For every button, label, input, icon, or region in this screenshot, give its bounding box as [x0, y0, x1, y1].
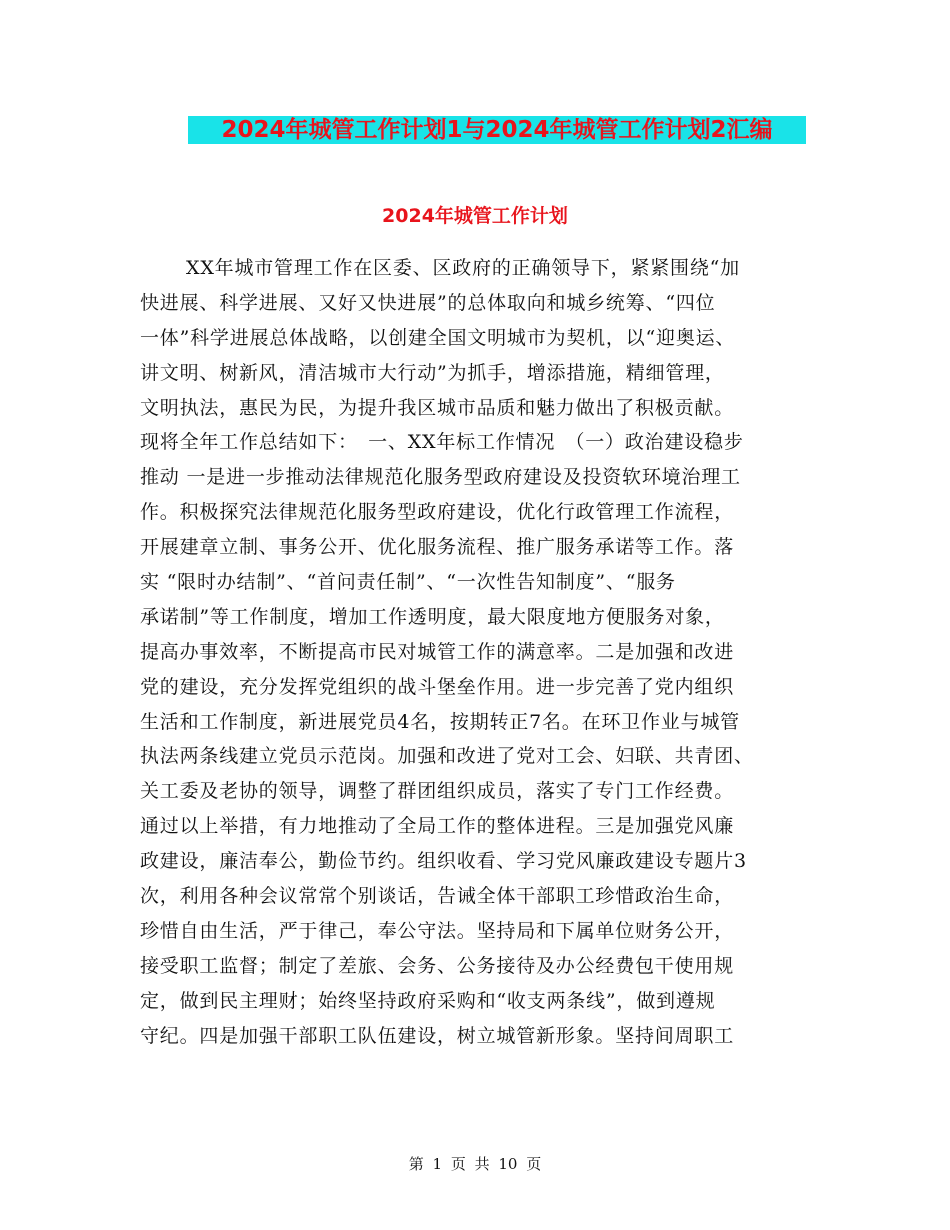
paragraph-line: XX年城市管理工作在区委、区政府的正确领导下，紧紧围绕“加	[186, 257, 740, 279]
body-text	[140, 251, 800, 1053]
paragraph-line: 实 “限时办结制”、“首问责任制”、“一次性告知制度”、“服务	[140, 571, 676, 594]
paragraph-line: 珍惜自由生活，严于律己，奉公守法。坚持局和下属单位财务公开，	[140, 919, 735, 942]
page-footer: 第 1 页 共 10 页	[408, 1155, 542, 1173]
paragraph-line: 一体”科学进展总体战略，以创建全国文明城市为契机，以“迎奥运、	[140, 326, 736, 349]
paragraph-line: 现将全年工作总结如下： 一、XX年标工作情况 （一）政治建设稳步	[140, 431, 744, 454]
paragraph-line: 讲文明、树新风，清洁城市大行动”为抓手，增添措施，精细管理，	[140, 361, 725, 384]
paragraph-line: 党的建设，充分发挥党组织的战斗堡垒作用。进一步完善了党内组织	[140, 675, 735, 698]
paragraph-line: 通过以上举措，有力地推动了全局工作的整体进程。三是加强党风廉	[140, 815, 735, 838]
paragraph-line: 承诺制”等工作制度，增加工作透明度，最大限度地方便服务对象，	[140, 605, 725, 628]
paragraph-line: 守纪。四是加强干部职工队伍建设，树立城管新形象。坚持间周职工	[140, 1024, 735, 1047]
document-title: 2024年城管工作计划1与2024年城管工作计划2汇编	[188, 116, 806, 144]
paragraph-line: 推动 一是进一步推动法律规范化服务型政府建设及投资软环境治理工	[140, 466, 741, 489]
paragraph-line: 次，利用各种会议常常个别谈话，告诫全体干部职工珍惜政治生命，	[140, 885, 735, 908]
paragraph-line: 定，做到民主理财；始终坚持政府采购和“收支两条线”，做到遵规	[140, 989, 716, 1012]
paragraph-line: 文明执法，惠民为民，为提升我区城市品质和魅力做出了积极贡献。	[140, 396, 735, 419]
paragraph-line: 接受职工监督；制定了差旅、会务、公务接待及办公经费包干使用规	[140, 954, 735, 977]
section-title: 2024年城管工作计划	[382, 205, 568, 227]
paragraph-line: 提高办事效率，不断提高市民对城管工作的满意率。二是加强和改进	[140, 640, 735, 663]
paragraph-line: 开展建章立制、事务公开、优化服务流程、推广服务承诺等工作。落	[140, 536, 735, 559]
paragraph-line: 执法两条线建立党员示范岗。加强和改进了党对工会、妇联、共青团、	[140, 745, 754, 768]
paragraph-line: 作。积极探究法律规范化服务型政府建设，优化行政管理工作流程，	[140, 501, 735, 524]
paragraph-line: 快进展、科学进展、又好又快进展”的总体取向和城乡统筹、“四位	[140, 291, 716, 314]
paragraph-line: 政建设，廉洁奉公，勤俭节约。组织收看、学习党风廉政建设专题片3	[140, 850, 747, 873]
paragraph-line: 关工委及老协的领导，调整了群团组织成员，落实了专门工作经费。	[140, 780, 735, 803]
paragraph-line: 生活和工作制度，新进展党员4名，按期转正7名。在环卫作业与城管	[140, 710, 740, 733]
